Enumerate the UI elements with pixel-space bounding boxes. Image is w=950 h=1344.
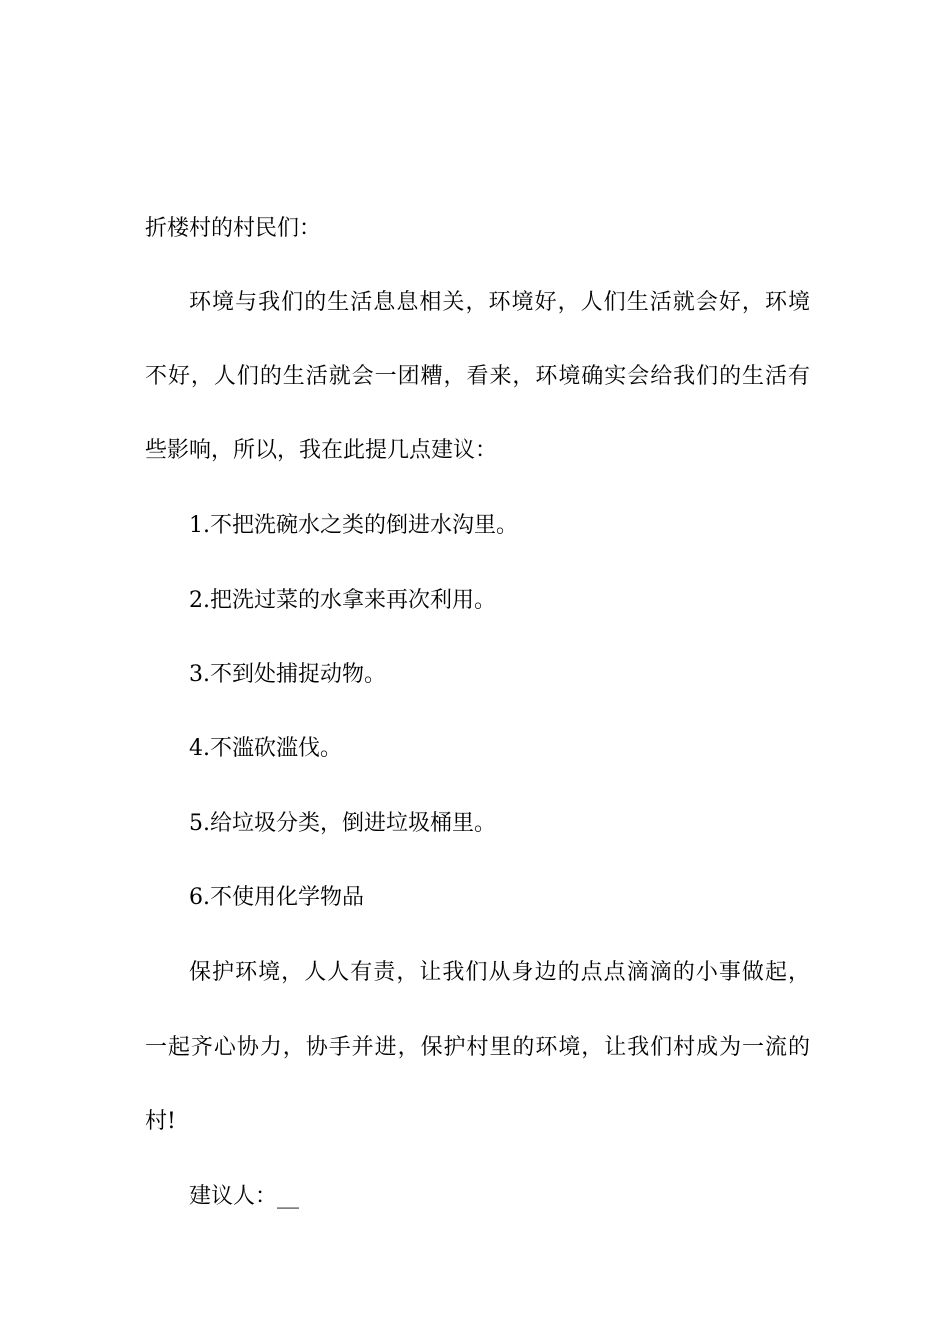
paragraph-1-line-2: 不好，人们的生活就会一团糟，看来，环境确实会给我们的生活有 (145, 364, 810, 389)
suggestion-item: 1.不把洗碗水之类的倒进水沟里。 (189, 513, 518, 538)
paragraph-1-line-1: 环境与我们的生活息息相关，环境好，人们生活就会好，环境 (189, 290, 810, 315)
paragraph-2-line-2: 一起齐心协力，协手并进，保护村里的环境，让我们村成为一流的 (145, 1035, 810, 1060)
signature-blank: __ (277, 1184, 300, 1209)
suggestion-item: 3.不到处捕捉动物。 (189, 662, 386, 687)
suggestion-item: 4.不滥砍滥伐。 (189, 736, 342, 761)
signature-label: 建议人： (189, 1184, 278, 1209)
suggestion-item: 6.不使用化学物品 (189, 885, 364, 910)
signature-line (189, 1182, 810, 1212)
paragraph-2-line-1: 保护环境，人人有责，让我们从身边的点点滴滴的小事做起， (189, 960, 810, 985)
paragraph-2-line-3: 村! (145, 1109, 176, 1134)
suggestion-item: 5.给垃圾分类，倒进垃圾桶里。 (189, 811, 496, 836)
suggestion-item: 2.把洗过菜的水拿来再次利用。 (189, 588, 496, 613)
paragraph-1-line-3: 些影响，所以，我在此提几点建议： (145, 438, 498, 463)
greeting: 折楼村的村民们： (145, 216, 322, 241)
